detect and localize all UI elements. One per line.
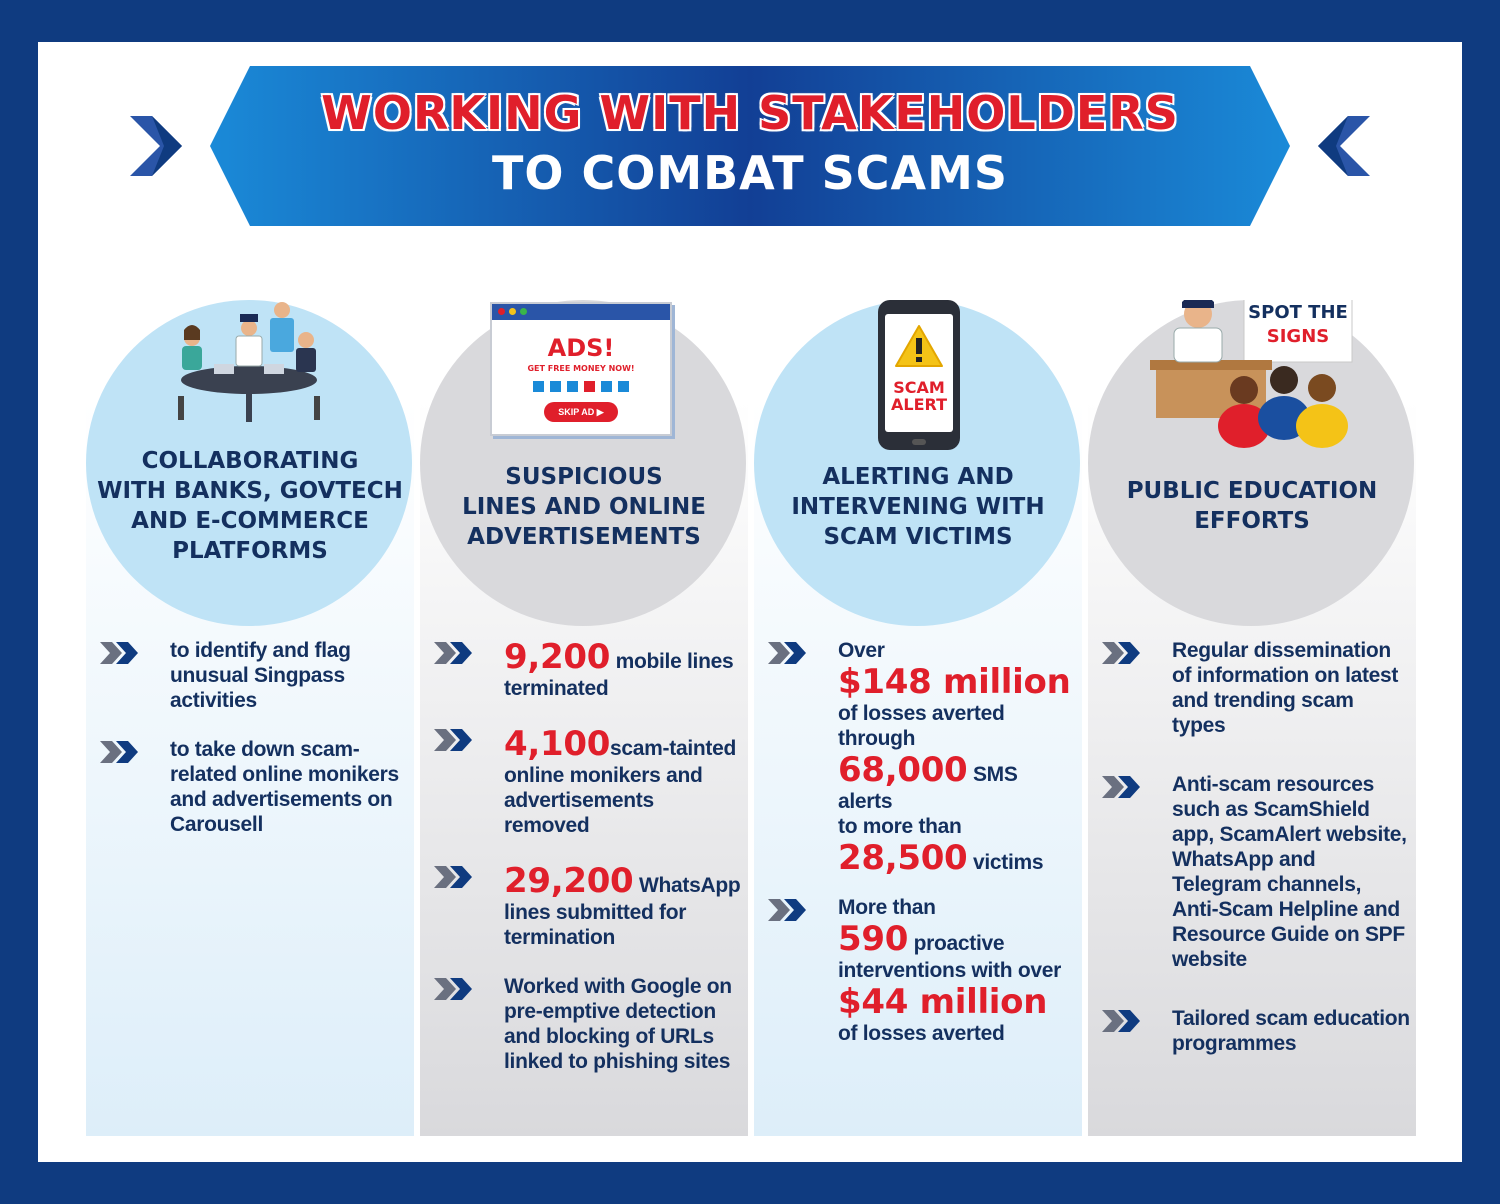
phone-scam-alert-icon: SCAM ALERT <box>878 300 960 450</box>
double-chevron-icon <box>100 741 144 763</box>
list-item: Tailored scam education programmes <box>1102 1006 1410 1056</box>
double-chevron-icon <box>434 642 478 664</box>
column-title: PUBLIC EDUCATION EFFORTS <box>1126 478 1378 534</box>
double-chevron-icon <box>1102 776 1146 798</box>
list-item: 29,200 WhatsApp lines submitted for termination <box>434 862 742 950</box>
skip-ad-button: SKIP AD ▶ <box>544 402 618 422</box>
title-line-1: WORKING WITH STAKEHOLDERS <box>321 86 1179 140</box>
column-public-education: SPOT THE SIGNS PUBLIC EDUCATION EFFORTS Regular dissemination of information on latest and trending scam types Anti-scam resources such as ScamShield app, ScamAlert website, WhatsApp and Telegram channels, Anti-Scam Helpline and Resource Guide on SPF website Tailored scam education programmes <box>1088 300 1416 1136</box>
list-item: Regular dissemination of information on latest and trending scam types <box>1102 638 1410 738</box>
double-chevron-icon <box>768 642 812 664</box>
list-item: to take down scam-related online monikers and advertisements on Carousell <box>100 737 408 837</box>
column-title: SUSPICIOUS LINES AND ONLINE ADVERTISEMENTS <box>462 464 706 550</box>
column-title: ALERTING AND INTERVENING WITH SCAM VICTIMS <box>791 464 1045 550</box>
double-chevron-icon <box>1102 1010 1146 1032</box>
double-chevron-icon <box>100 642 144 664</box>
column-alerting <box>754 300 1082 1136</box>
column-collaborating <box>86 300 414 1136</box>
double-chevron-icon <box>434 729 478 751</box>
title-line-2: TO COMBAT SCAMS <box>491 146 1008 200</box>
column-suspicious-lines <box>420 300 748 1136</box>
bullet-list <box>434 638 742 1098</box>
list-item: More than 590 proactive interventions with over $44 million of losses averted <box>768 895 1076 1046</box>
meeting-table-icon <box>164 300 334 428</box>
list-item: 9,200 mobile lines terminated <box>434 638 742 701</box>
list-item: Anti-scam resources such as ScamShield app, ScamAlert website, WhatsApp and Telegram channels, Anti-Scam Helpline and Resource Guide on SPF website <box>1102 772 1410 972</box>
column-title: COLLABORATING WITH BANKS, GOVTECH AND E-COMMERCE PLATFORMS <box>97 448 403 564</box>
list-item: 4,100scam-tainted online monikers and advertisements removed <box>434 725 742 838</box>
double-chevron-icon <box>434 978 478 1000</box>
bullet-list <box>100 638 408 861</box>
list-item: to identify and flag unusual Singpass activities <box>100 638 408 713</box>
left-chevron-icon <box>130 116 186 176</box>
list-item: Over $148 million of losses averted through 68,000 SMS alerts to more than 28,500 victims <box>768 638 1076 877</box>
double-chevron-icon <box>434 866 478 888</box>
warning-icon <box>894 324 944 368</box>
right-chevron-icon <box>1314 116 1370 176</box>
ads-browser-icon: ADS! GET FREE MONEY NOW! SKIP AD ▶ <box>490 302 672 436</box>
double-chevron-icon <box>768 899 812 921</box>
bullet-list <box>1102 638 1410 1080</box>
list-item: Worked with Google on pre-emptive detection and blocking of URLs linked to phishing sites <box>434 974 742 1074</box>
bullet-list <box>768 638 1076 1070</box>
double-chevron-icon <box>1102 642 1146 664</box>
police-presentation-icon <box>1144 300 1360 454</box>
